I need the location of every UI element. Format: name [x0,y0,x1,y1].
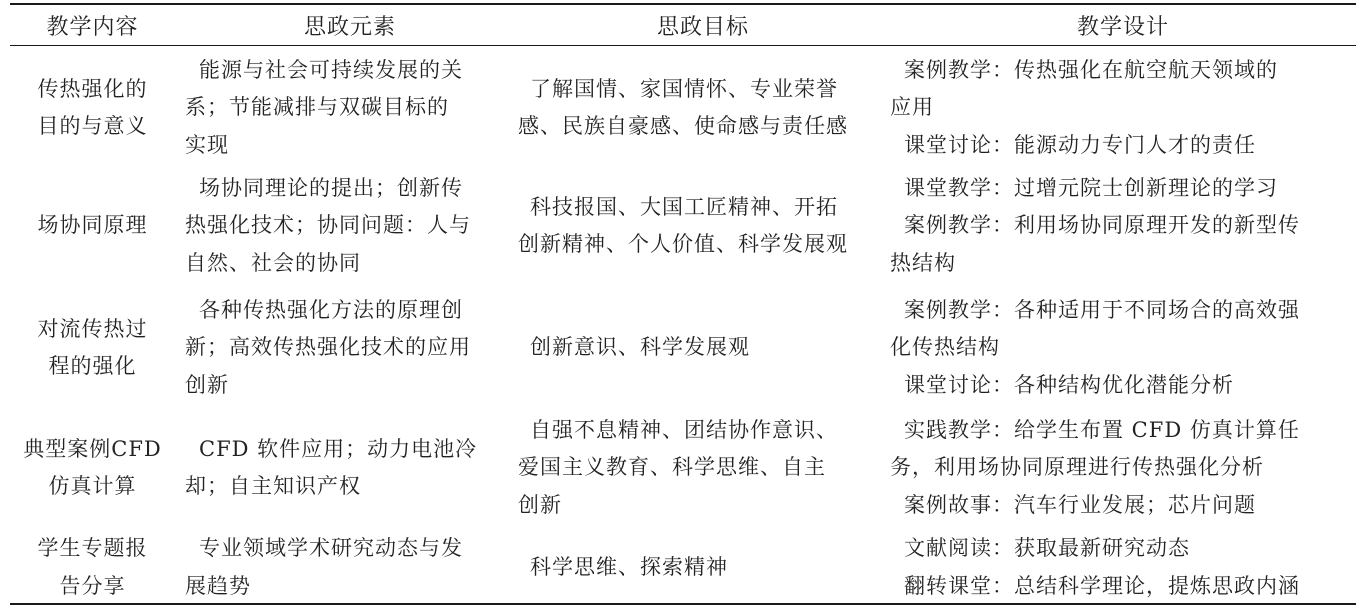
row-1-elements [185,50,515,166]
cell-line: 场协同原理 [37,213,148,238]
cell-line: 仿真计算 [48,474,137,498]
cell-line: 自然、社会的协同 [185,250,361,275]
cell-line: 务，利用场协同原理进行传热强化分析 [890,455,1264,480]
cell-line: 热结构 [890,250,956,275]
cell-line: 系；节能减排与双碳目标的 [185,95,449,120]
row-4-elements [185,410,515,526]
cell-line: 创新意识、科学发展观 [530,335,750,360]
cell-line: 专业领域学术研究动态与发 [199,536,463,560]
cell-line: 热强化技术；协同问题：人与 [185,213,471,238]
cell-line: 科技报国、大国工匠精神、开拓 [530,194,838,219]
row-3-goals [518,290,888,406]
row-5-content [10,530,175,605]
cell-line: 传热强化的 [37,76,148,101]
table-header-rule [10,45,1356,46]
row-5-design [890,530,1356,605]
cell-line: 场协同理论的提出；创新传 [199,175,463,200]
cell-line: 科学思维、探索精神 [530,554,728,579]
cell-line: CFD 软件应用；动力电池冷 [199,436,478,461]
cell-line: 学生专题报 [37,536,148,560]
cell-line: 却；自主知识产权 [185,474,361,498]
cell-line: 程的强化 [48,354,137,378]
cell-line: 自强不息精神、团结协作意识、 [530,417,838,442]
row-3-content [10,290,175,406]
row-3-elements [185,290,515,406]
table-top-rule [10,3,1356,5]
row-2-content [10,168,175,284]
row-4-content [10,410,175,526]
cell-line: 化传热结构 [890,335,1000,360]
cell-line: 展趋势 [185,573,251,598]
cell-line: 案例教学：各种适用于不同场合的高效强 [904,297,1300,322]
cell-line: 翻转课堂：总结科学理论，提炼思政内涵 [904,573,1300,598]
cell-line: 新；高效传热强化技术的应用 [185,335,471,360]
row-2-elements [185,168,515,284]
row-2-goals [518,168,888,284]
cell-line: 能源与社会可持续发展的关 [199,57,463,82]
cell-line: 告分享 [59,573,126,598]
cell-line: 了解国情、家国情怀、专业荣誉 [530,76,838,101]
row-5-elements [185,530,515,605]
header-teaching-content: 教学内容 [46,14,139,40]
row-1-goals [518,50,888,166]
cell-line: 案例教学：传热强化在航空航天领域的 [904,57,1278,82]
header-ideological-elements: 思政元素 [303,14,396,40]
header-ideological-goals: 思政目标 [656,14,749,40]
row-3-design [890,290,1356,406]
cell-line: 案例故事：汽车行业发展；芯片问题 [904,492,1256,517]
cell-line: 创新精神、个人价值、科学发展观 [518,232,848,256]
cell-line: 对流传热过 [37,316,148,341]
cell-line: 案例教学：利用场协同原理开发的新型传 [904,213,1300,238]
cell-line: 应用 [890,95,934,120]
row-4-design [890,410,1356,526]
cell-line: 课堂讨论：各种结构优化潜能分析 [904,372,1234,397]
cell-line: 创新 [185,372,229,397]
ideological-teaching-table [10,0,1356,609]
row-1-content [10,50,175,166]
cell-line: 典型案例CFD [23,436,162,461]
cell-line: 课堂讨论：能源动力专门人才的责任 [904,132,1256,157]
cell-line: 各种传热强化方法的原理创 [199,297,463,322]
cell-line: 爱国主义教育、科学思维、自主 [518,455,826,480]
cell-line: 感、民族自豪感、使命感与责任感 [518,114,848,138]
header-teaching-design: 教学设计 [1076,14,1169,40]
cell-line: 目的与意义 [37,114,148,138]
row-1-design [890,50,1356,166]
cell-line: 实现 [185,132,229,157]
row-2-design [890,168,1356,284]
cell-line: 课堂教学：过增元院士创新理论的学习 [904,175,1278,200]
cell-line: 文献阅读：获取最新研究动态 [904,536,1190,560]
cell-line: 创新 [518,492,562,517]
row-4-goals [518,410,888,526]
cell-line: 实践教学：给学生布置 CFD 仿真计算任 [904,417,1300,442]
row-5-goals [518,530,888,605]
